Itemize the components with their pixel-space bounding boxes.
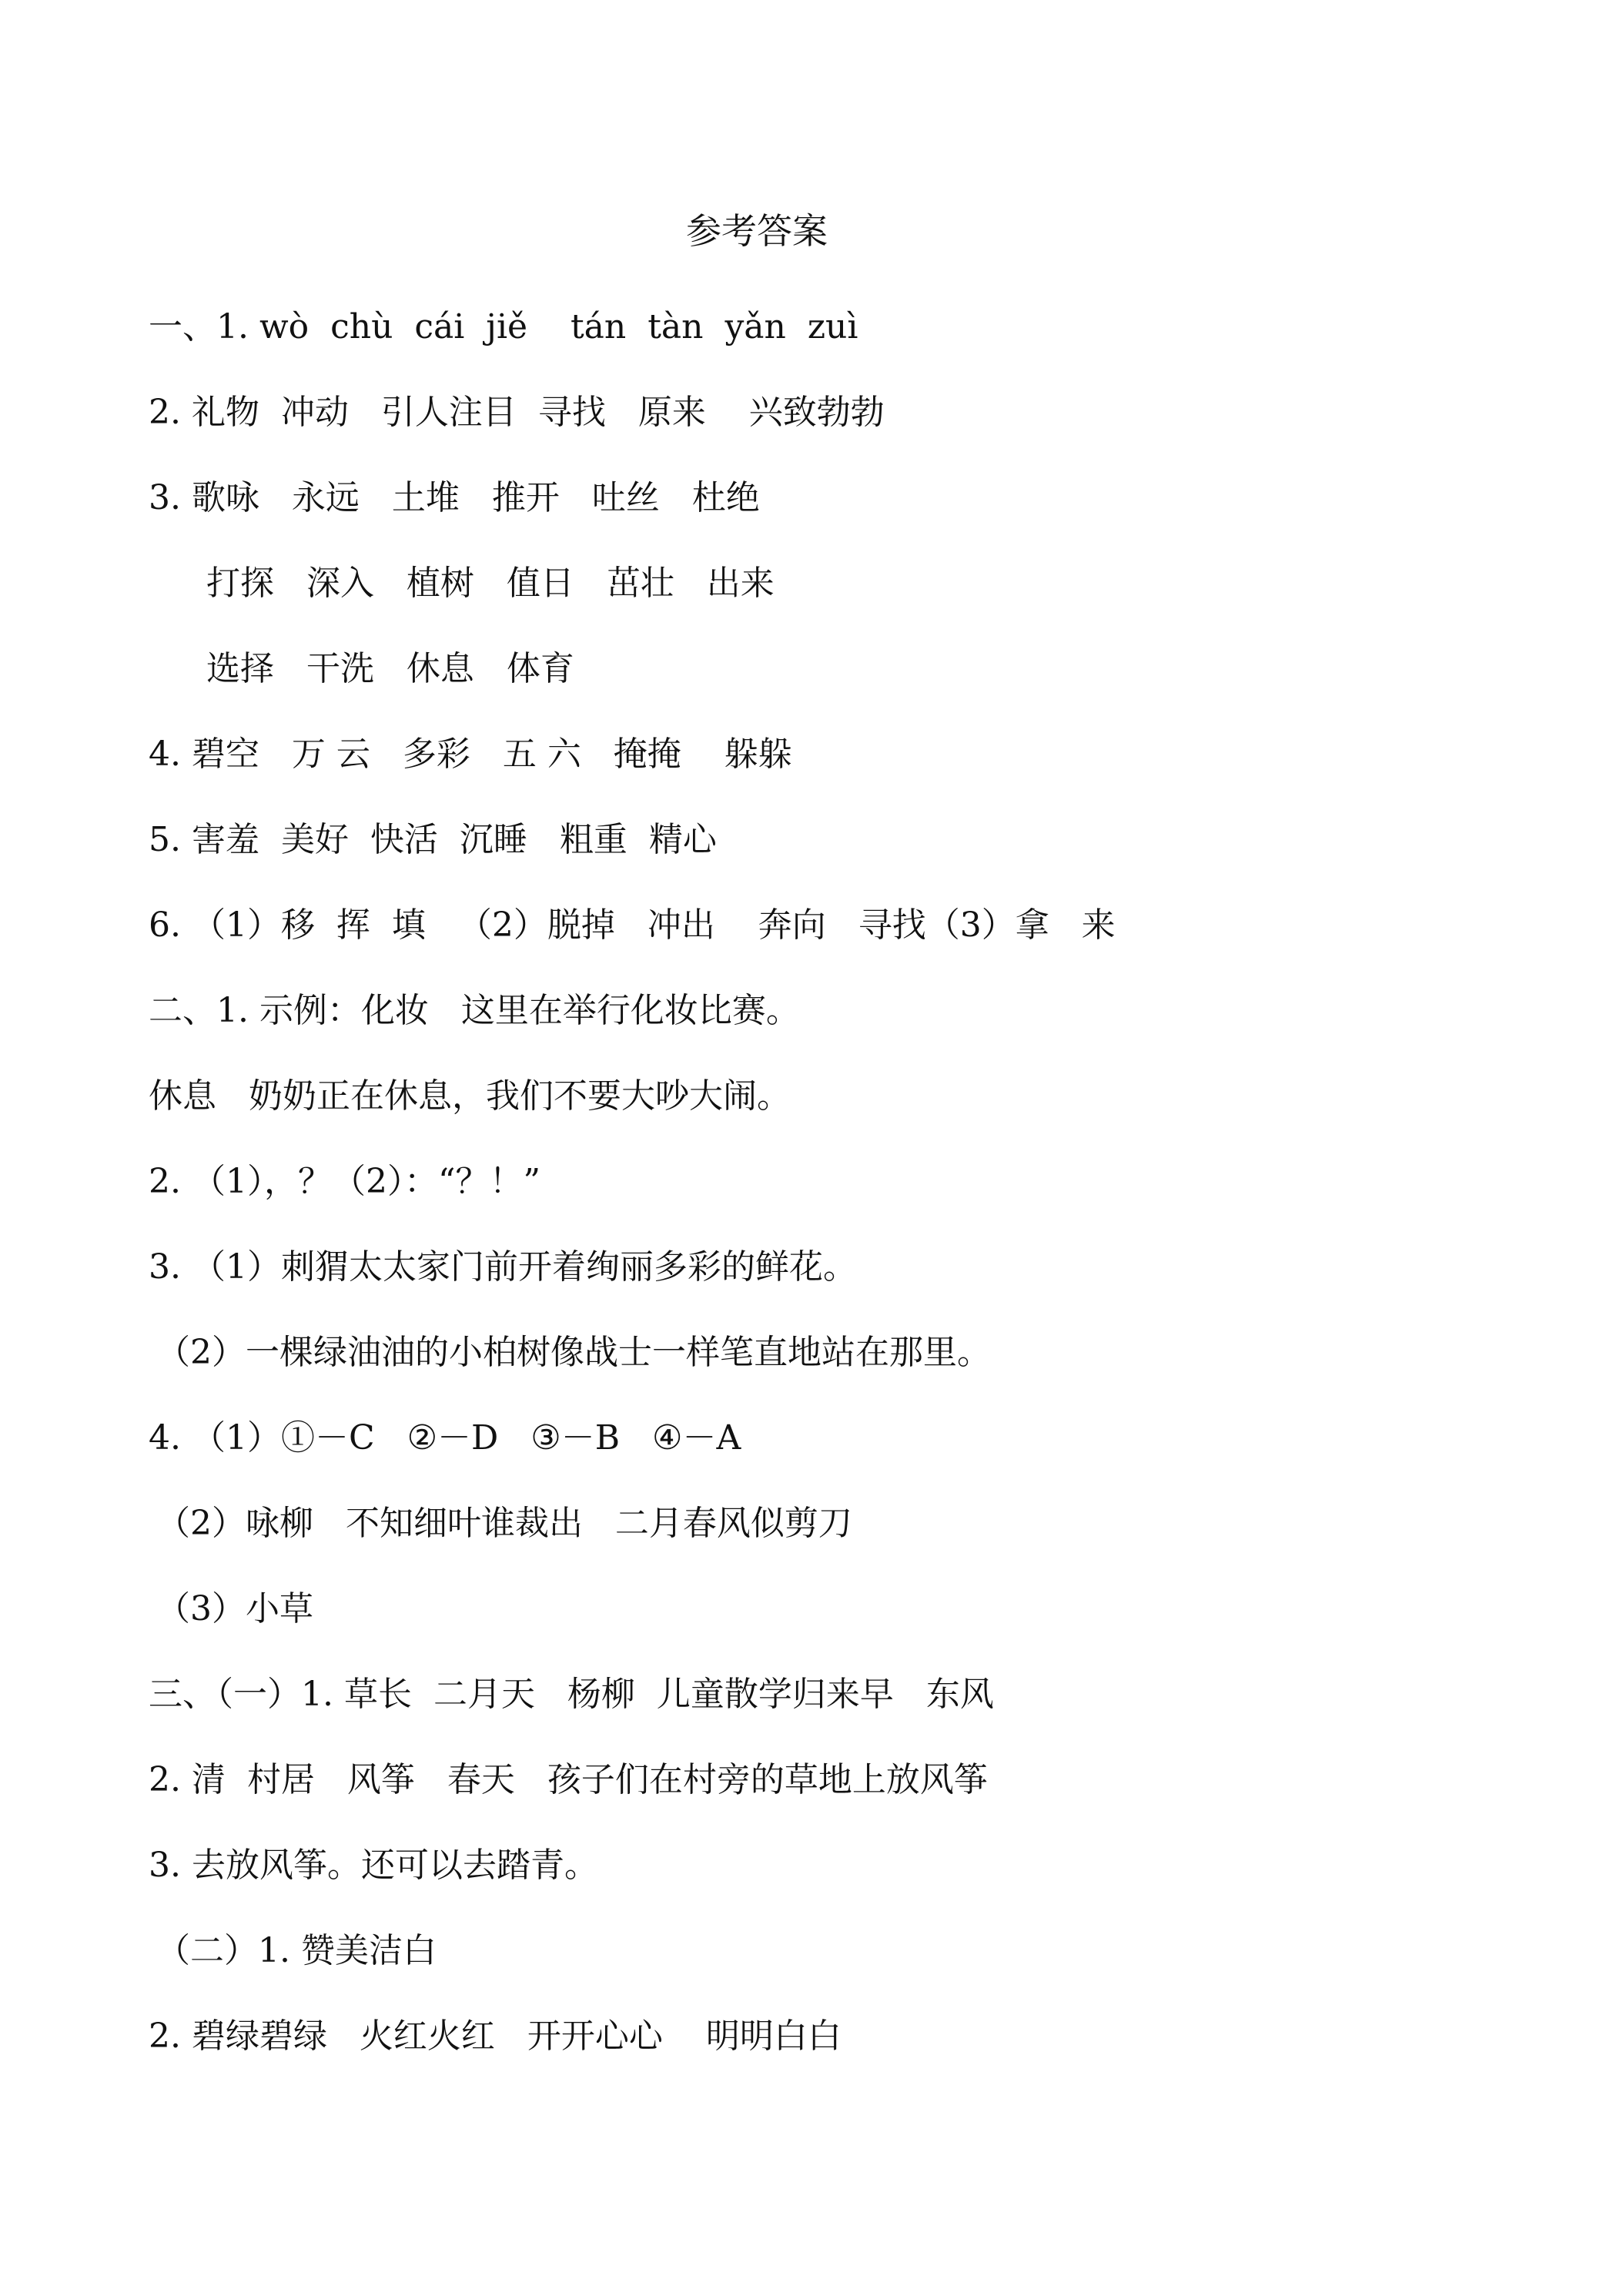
answer-line: 打探 深入 植树 值日 茁壮 出来 bbox=[206, 564, 775, 603]
answer-line: 5. 害羞 美好 快活 沉睡 粗重 精心 bbox=[149, 820, 717, 859]
answer-line: 2. 礼物 冲动 引人注目 寻找 原来 兴致勃勃 bbox=[149, 393, 885, 432]
answer-line: （3）小草 bbox=[156, 1589, 313, 1628]
answer-line: （二）1. 赞美洁白 bbox=[156, 1931, 437, 1970]
answer-lines bbox=[149, 304, 1116, 2099]
answer-line: （2）咏柳 不知细叶谁裁出 二月春风似剪刀 bbox=[156, 1504, 852, 1543]
answer-line: 2. （1），？（2）：“？！” bbox=[149, 1162, 540, 1201]
answer-line: 选择 干洗 休息 体育 bbox=[206, 649, 574, 688]
answer-line: 二、1. 示例：化妆 这里在举行化妆比赛。 bbox=[149, 991, 800, 1030]
page-title: 参考答案 bbox=[686, 210, 828, 252]
answer-line: 休息 奶奶正在休息，我们不要大吵大闹。 bbox=[149, 1076, 791, 1116]
answer-line: 4. 碧空 万 云 多彩 五 六 掩掩 躲躲 bbox=[149, 735, 792, 774]
answer-line: 三、（一）1. 草长 二月天 杨柳 儿童散学归来早 东风 bbox=[149, 1675, 994, 1714]
answer-line: 一、1. wò chù cái jiě tán tàn yǎn zuì bbox=[149, 307, 858, 346]
answer-line: （2）一棵绿油油的小柏树像战士一样笔直地站在那里。 bbox=[156, 1333, 991, 1372]
answer-line: 4. （1）①－C ②－D ③－B ④－A bbox=[149, 1418, 741, 1458]
answer-line: 3. 去放风筝。还可以去踏青。 bbox=[149, 1846, 598, 1885]
answer-line: 3. （1）刺猬太太家门前开着绚丽多彩的鲜花。 bbox=[149, 1247, 857, 1287]
answer-line: 3. 歌咏 永远 土堆 推开 吐丝 杜绝 bbox=[149, 478, 760, 517]
answer-line: 2. 清 村居 风筝 春天 孩子们在村旁的草地上放风筝 bbox=[149, 1760, 988, 1799]
answer-line: 2. 碧绿碧绿 火红火红 开开心心 明明白白 bbox=[149, 2017, 842, 2056]
answer-line: 6. （1）移 挥 填 （2）脱掉 冲出 奔向 寻找（3）拿 来 bbox=[149, 905, 1116, 945]
